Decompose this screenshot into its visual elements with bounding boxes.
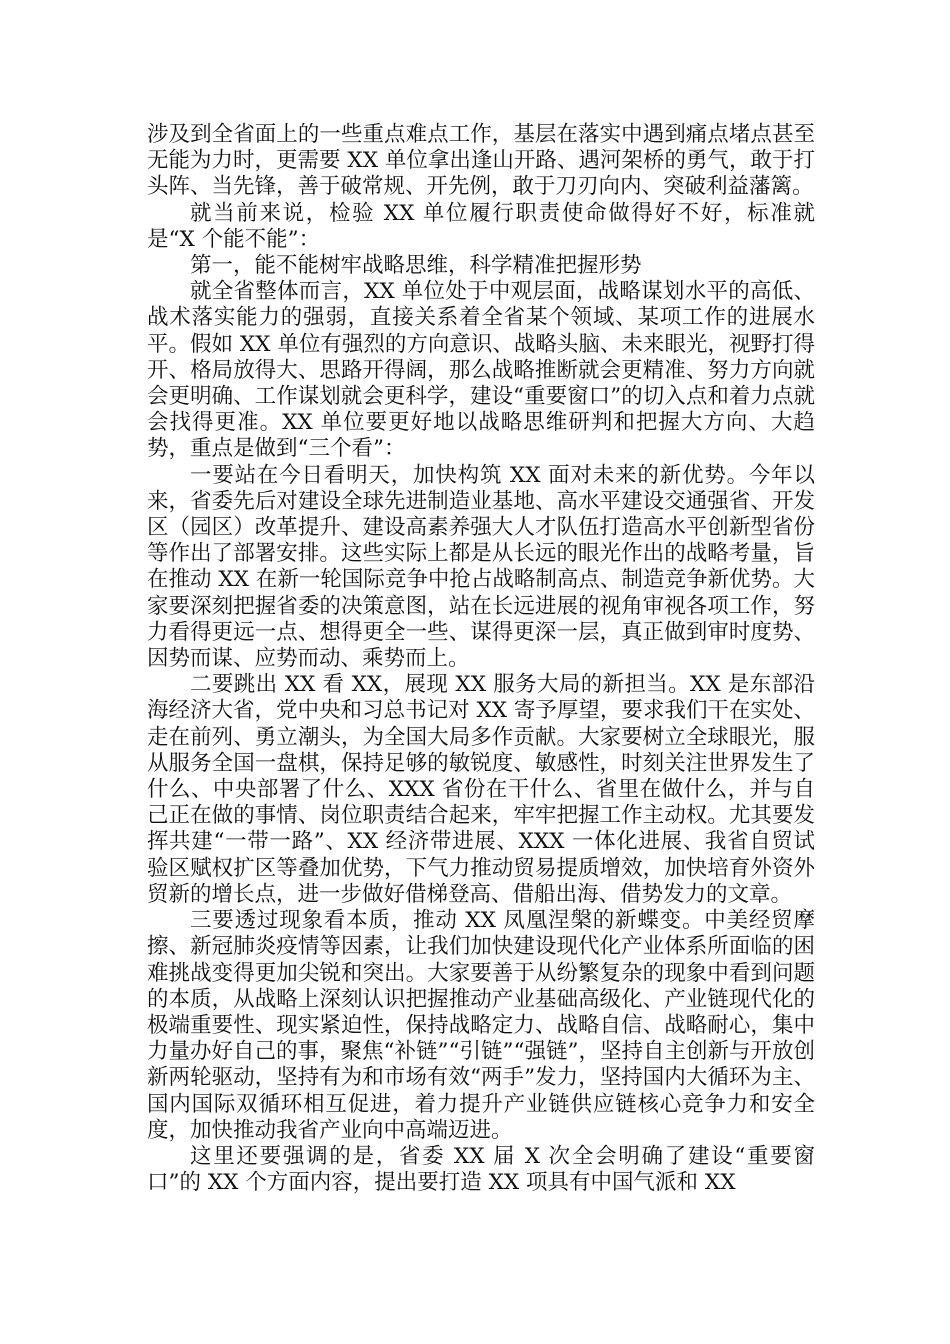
paragraph-strategy: 就全省整体而言，XX 单位处于中观层面，战略谋划水平的高低、战术落实能力的强弱，直接关系着全省某个领域、某项工作的进展水平。假如 XX 单位有强烈的方向意识、战略头脑、未来眼光，视野打得开、格局放得大、思路开得阔，那么战略推断就会更精准、努力方向就会更明确、工作谋划就会更科学，建设“重要窗口”的切入点和着力点就会找得更准。XX 单位要更好地以战略思维研判和把握大方向、大趋势，重点是做到“三个看”： — [147, 279, 815, 462]
paragraph-continuation: 涉及到全省面上的一些重点难点工作，基层在落实中遇到痛点堵点甚至无能为力时，更需要 XX 单位拿出逢山开路、遇河架桥的勇气，敢于打头阵、当先锋，善于破常规、开先例，敢于刀刃向内、突破利益藩篱。 — [147, 122, 815, 200]
paragraph-point-one: 一要站在今日看明天，加快构筑 XX 面对未来的新优势。今年以来，省委先后对建设全球先进制造业基地、高水平建设交通强省、开发区（园区）改革提升、建设高素养强大人才队伍打造高水平创新型省份等作出了部署安排。这些实际上都是从长远的眼光作出的战略考量，旨在推动 XX 在新一轮国际竞争中抢占战略制高点、制造竞争新优势。大家要深刻把握省委的决策意图，站在长远进展的视角审视各项工作，努力看得更远一点、想得更全一些、谋得更深一层，真正做到审时度势、因势而谋、应势而动、乘势而上。 — [147, 462, 815, 672]
paragraph-emphasis: 这里还要强调的是，省委 XX 届 X 次全会明确了建设“重要窗口”的 XX 个方面内容，提出要打造 XX 项具有中国气派和 XX — [147, 1143, 815, 1196]
paragraph-point-three: 三要透过现象看本质，推动 XX 凤凰涅槃的新蝶变。中美经贸摩擦、新冠肺炎疫情等因素，让我们加快建设现代化产业体系所面临的困难挑战变得更加尖锐和突出。大家要善于从纷繁复杂的现象中看到问题的本质，从战略上深刻认识把握推动产业基础高级化、产业链现代化的极端重要性、现实紧迫性，保持战略定力、战略自信、战略耐心，集中力量办好自己的事，聚焦“补链”“引链”“强链”，坚持自主创新与开放创新两轮驱动，坚持有为和市场有效“两手”发力，坚持国内大循环为主、国内国际双循环相互促进，着力提升产业链供应链核心竞争力和安全度，加快推动我省产业向中高端迈进。 — [147, 908, 815, 1143]
paragraph-point-two: 二要跳出 XX 看 XX，展现 XX 服务大局的新担当。XX 是东部沿海经济大省，党中央和习总书记对 XX 寄予厚望，要求我们干在实处、走在前列、勇立潮头，为全国大局多作贡献。大家要树立全球眼光，服从服务全国一盘棋，保持足够的敏锐度、敏感性，时刻关注世界发生了什么、中央部署了什么、XXX 省份在干什么、省里在做什么，并与自己正在做的事情、岗位职责结合起来，牢牢把握工作主动权。尤其要发挥共建“一带一路”、XX 经济带进展、XXX 一体化进展、我省自贸试验区赋权扩区等叠加优势，下气力推动贸易提质增效，加快培育外资外贸新的增长点，进一步做好借梯登高、借船出海、借势发力的文章。 — [147, 672, 815, 907]
paragraph-standard-intro: 就当前来说，检验 XX 单位履行职责使命做得好不好，标准就是“X 个能不能”： — [147, 200, 815, 252]
document-body — [147, 122, 815, 1196]
section-heading-first: 第一，能不能树牢战略思维，科学精准把握形势 — [190, 253, 642, 279]
